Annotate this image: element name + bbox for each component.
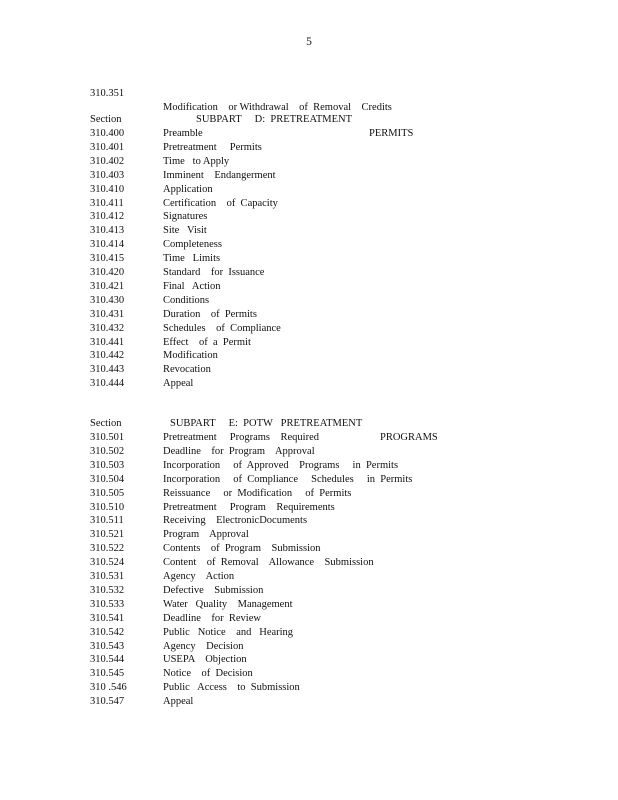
section-title: Pretreatment Permits bbox=[163, 141, 262, 153]
subpart-e-heading-right: PROGRAMS bbox=[380, 432, 438, 443]
section-number: 310.420 bbox=[90, 267, 125, 278]
section-title: Imminent Endangerment bbox=[163, 169, 276, 181]
section-number: 310.411 bbox=[90, 197, 124, 209]
section-title: Program Approval bbox=[163, 529, 249, 541]
section-title: Notice of Decision bbox=[163, 668, 253, 680]
section-number: 310.401 bbox=[90, 141, 125, 153]
section-number: 310.510 bbox=[90, 501, 125, 513]
section-number: 310.524 bbox=[90, 557, 125, 569]
section-number: 310.504 bbox=[90, 473, 125, 485]
section-title: Incorporation of Approved Programs in Permits bbox=[163, 459, 399, 471]
section-number: 310.421 bbox=[90, 280, 125, 292]
section-title: Signatures bbox=[163, 211, 208, 223]
section-title: Deadline for Program Approval bbox=[163, 445, 315, 457]
section-number: 310.431 bbox=[90, 308, 125, 320]
section-number: 310.543 bbox=[90, 640, 125, 652]
section-title: Agency Action bbox=[163, 571, 235, 582]
section-title: Revocation bbox=[163, 364, 211, 376]
section-number: 310.544 bbox=[90, 654, 125, 666]
section-number: 310.403 bbox=[90, 169, 125, 181]
section-number: 310.432 bbox=[90, 322, 125, 334]
section-number: 310.400 bbox=[90, 128, 125, 139]
subpart-d-heading-right: PERMITS bbox=[369, 128, 414, 139]
section-title: Effect of a Permit bbox=[163, 336, 251, 348]
section-number: 310.351 bbox=[90, 88, 125, 99]
section-title: Modification bbox=[163, 350, 218, 362]
section-number: 310.441 bbox=[90, 336, 125, 348]
section-number: 310.501 bbox=[90, 432, 125, 443]
section-title: Appeal bbox=[163, 378, 194, 390]
section-title: Receiving ElectronicDocuments bbox=[163, 515, 308, 527]
section-title: USEPA Objection bbox=[163, 654, 247, 666]
section-title: Duration of Permits bbox=[163, 308, 257, 320]
section-number: 310.541 bbox=[90, 612, 125, 624]
subpart-d-heading-left: SUBPART D: PRETREATMENT bbox=[196, 114, 353, 125]
section-number: 310.542 bbox=[90, 626, 125, 638]
section-title: Pretreatment Program Requirements bbox=[163, 501, 335, 513]
section-title: Defective Submission bbox=[163, 584, 264, 596]
section-title: Conditions bbox=[163, 294, 210, 306]
section-title: Water Quality Management bbox=[163, 598, 293, 610]
section-title: Completeness bbox=[163, 239, 222, 251]
section-title: Incorporation of Compliance Schedules in Permits bbox=[163, 473, 413, 485]
subpart-e-heading-left: SUBPART E: POTW PRETREATMENT bbox=[170, 418, 363, 429]
section-number: 310.545 bbox=[90, 668, 125, 680]
section-title: Public Access to Submission bbox=[163, 682, 300, 694]
section-number: 310.502 bbox=[90, 445, 125, 457]
section-title: Certification of Capacity bbox=[163, 197, 278, 209]
section-title: Time to Apply bbox=[163, 155, 230, 167]
section-number: 310 .546 bbox=[90, 682, 127, 694]
section-number: 310.547 bbox=[90, 696, 125, 708]
section-number: 310.511 bbox=[90, 515, 124, 527]
section-title: Agency Decision bbox=[163, 640, 244, 652]
section-title: Deadline for Review bbox=[163, 612, 261, 624]
section-number: 310.444 bbox=[90, 378, 125, 390]
section-title: Contents of Program Submission bbox=[163, 543, 321, 555]
section-number: 310.413 bbox=[90, 225, 125, 237]
section-number: 310.410 bbox=[90, 183, 125, 195]
section-number: 310.531 bbox=[90, 571, 125, 582]
section-number: 310.503 bbox=[90, 459, 125, 471]
section-title: Schedules of Compliance bbox=[163, 322, 281, 334]
section-number: 310.430 bbox=[90, 294, 125, 306]
section-number: 310.402 bbox=[90, 155, 125, 167]
section-number: 310.522 bbox=[90, 543, 125, 555]
section-number: 310.521 bbox=[90, 529, 125, 541]
section-number: 310.415 bbox=[90, 253, 125, 265]
section-number: 310.443 bbox=[90, 364, 125, 376]
section-number: 310.505 bbox=[90, 487, 125, 499]
section-title: Pretreatment Programs Required bbox=[163, 432, 320, 443]
section-title: Public Notice and Hearing bbox=[163, 626, 294, 638]
section-title: Final Action bbox=[163, 280, 221, 292]
section-title: Reissuance or Modification of Permits bbox=[163, 487, 352, 499]
section-title: Modification or Withdrawal of Removal Credits bbox=[163, 102, 392, 113]
page-number: 5 bbox=[306, 36, 312, 48]
section-title: Time Limits bbox=[163, 253, 221, 265]
subpart-e-section-label: Section bbox=[90, 418, 122, 429]
section-title: Preamble bbox=[163, 128, 203, 139]
section-title: Content of Removal Allowance Submission bbox=[163, 557, 374, 569]
section-number: 310.442 bbox=[90, 350, 125, 362]
intro-entry bbox=[0, 73, 392, 113]
section-title: Site Visit bbox=[163, 225, 207, 237]
section-number: 310.414 bbox=[90, 239, 125, 251]
section-number: 310.533 bbox=[90, 598, 125, 610]
section-title: Appeal bbox=[163, 696, 194, 708]
section-title: Standard for Issuance bbox=[163, 267, 265, 278]
subpart-d-section-label: Section bbox=[90, 114, 122, 125]
section-title: Application bbox=[163, 183, 213, 195]
section-number: 310.412 bbox=[90, 211, 125, 223]
section-number: 310.532 bbox=[90, 584, 125, 596]
